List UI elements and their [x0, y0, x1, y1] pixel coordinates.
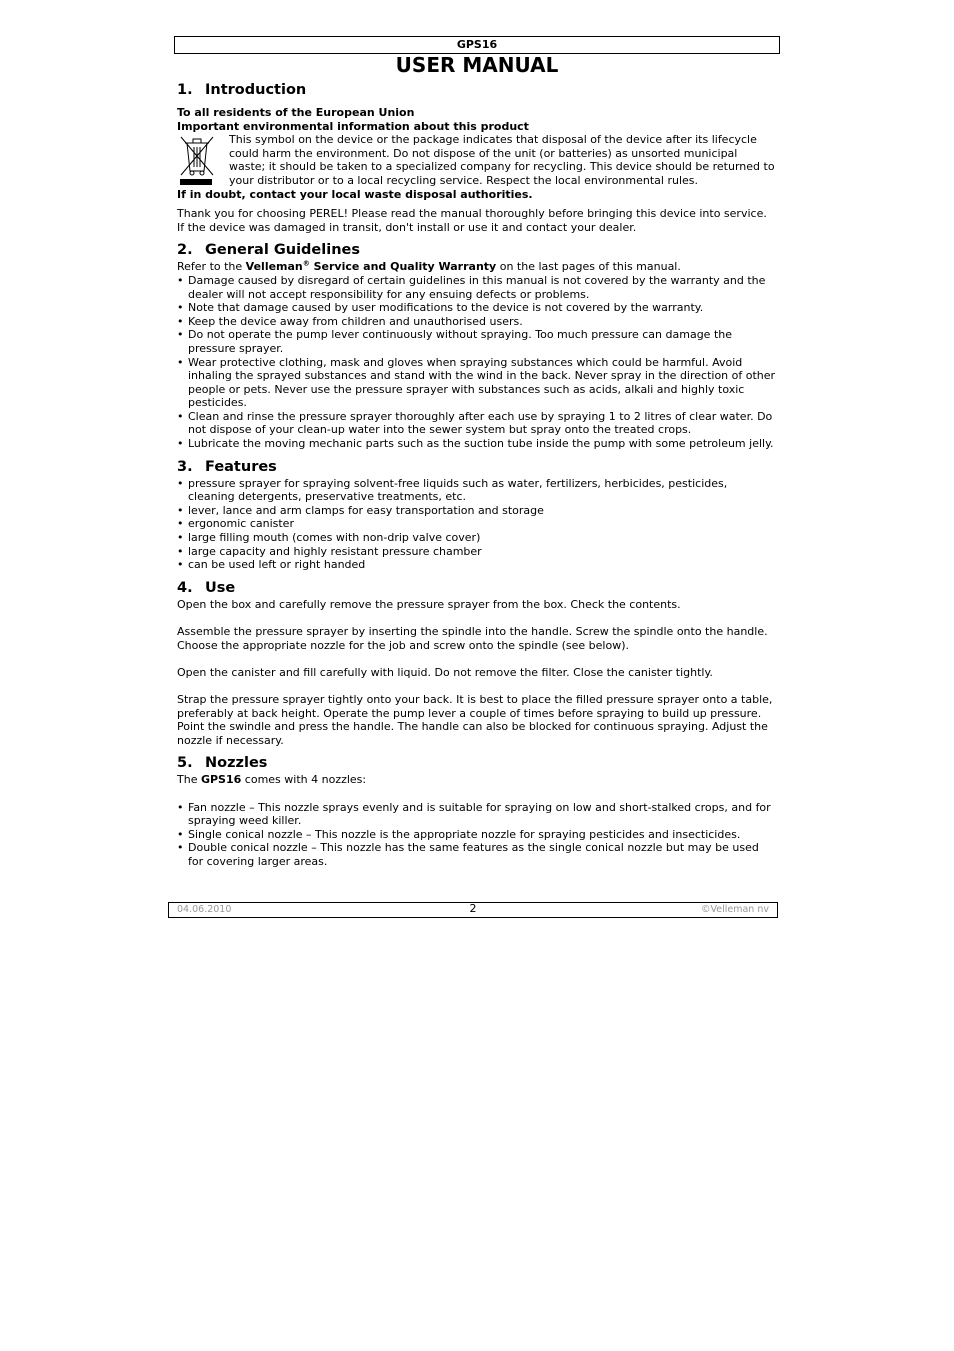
- list-item: • Note that damage caused by user modifications to the device is not covered by the warranty.: [177, 301, 777, 315]
- document-title: USER MANUAL: [395, 53, 559, 77]
- nozzles-intro: The GPS16 comes with 4 nozzles:: [177, 773, 367, 787]
- list-item: • pressure sprayer for spraying solvent-free liquids such as water, fertilizers, herbicides, pesticides, cleaning detergents, preservative treatments, etc.: [177, 477, 777, 504]
- footer-date: 04.06.2010: [177, 904, 232, 915]
- page-number: 2: [469, 902, 477, 915]
- guidelines-list: [177, 274, 777, 451]
- footer-copyright: ©Velleman nv: [701, 904, 769, 915]
- list-item: • Wear protective clothing, mask and gloves when spraying substances which could be harmful. Avoid inhaling the sprayed substances and stand with the wind in the back. Never spray in the direction of other people or pets. Never use the pressure sprayer with substances such as acids, alkali and highly toxic pesticides.: [177, 356, 777, 410]
- section-5-heading: 5. Nozzles: [177, 755, 268, 772]
- crossed-bin-icon: [177, 133, 217, 185]
- section-4-heading: 4. Use: [177, 579, 236, 596]
- section-1-heading: 1. Introduction: [177, 82, 307, 98]
- header-model-box: [174, 36, 780, 54]
- section-3-heading: 3. Features: [177, 458, 277, 475]
- list-item: • lever, lance and arm clamps for easy transportation and storage: [177, 504, 777, 518]
- list-item: • Keep the device away from children and unauthorised users.: [177, 315, 777, 329]
- use-paragraph-3: Open the canister and fill carefully with liquid. Do not remove the filter. Close the canister tightly.: [177, 665, 713, 679]
- doubt-contact-line: If in doubt, contact your local waste disposal authorities.: [177, 187, 533, 201]
- content: [177, 80, 777, 869]
- list-item: • Do not operate the pump lever continuously without spraying. Too much pressure can damage the pressure sprayer.: [177, 328, 777, 355]
- list-item: • large capacity and highly resistant pressure chamber: [177, 545, 777, 559]
- environmental-info-line: Important environmental information about this product: [177, 119, 529, 133]
- list-item: • Lubricate the moving mechanic parts such as the suction tube inside the pump with some petroleum jelly.: [177, 437, 777, 451]
- use-paragraph-1: Open the box and carefully remove the pressure sprayer from the box. Check the contents.: [177, 597, 681, 611]
- footer: [168, 902, 778, 918]
- use-paragraph-4: Strap the pressure sprayer tightly onto your back. It is best to place the filled pressure sprayer onto a table, preferably at back height. Operate the pump lever a couple of times before spraying to build up pressure. Point the swindle and press the handle. The handle can also be blocked for continuous spraying. Adjust the nozzle if necessary.: [177, 692, 773, 747]
- features-list: [177, 477, 777, 572]
- section-2-heading: 2. General Guidelines: [177, 242, 360, 259]
- eu-residents-line: To all residents of the European Union: [177, 106, 415, 119]
- thank-you-paragraph: Thank you for choosing PEREL! Please read the manual thoroughly before bringing this device into service. If the device was damaged in transit, don't install or use it and contact your dealer.: [177, 207, 767, 234]
- list-item: • ergonomic canister: [177, 517, 777, 531]
- weee-disposal-text: This symbol on the device or the package indicates that disposal of the device after its lifecycle could harm the environment. Do not dispose of the unit (or batteries) as unsorted municipal waste; it should be taken to a specialized company for recycling. This device should be returned to your distributor or to a local recycling service. Respect the local environmental rules.: [229, 133, 775, 187]
- nozzles-list: [177, 801, 777, 869]
- list-item: • Clean and rinse the pressure sprayer thoroughly after each use by spraying 1 to 2 litres of clear water. Do not dispose of your clean-up water into the sewer system but spray onto the treated crops.: [177, 410, 777, 437]
- list-item: • can be used left or right handed: [177, 558, 777, 572]
- warranty-reference: Refer to the Velleman® Service and Quality Warranty on the last pages of this manual.: [177, 259, 681, 274]
- list-item: • Double conical nozzle – This nozzle has the same features as the single conical nozzle but may be used for covering larger areas.: [177, 841, 777, 868]
- use-paragraph-2: Assemble the pressure sprayer by inserting the spindle into the handle. Screw the spindle onto the handle. Choose the appropriate nozzle for the job and screw onto the spindle (see below).: [177, 625, 768, 652]
- list-item: • Single conical nozzle – This nozzle is the appropriate nozzle for spraying pesticides and insecticides.: [177, 828, 777, 842]
- list-item: • Fan nozzle – This nozzle sprays evenly and is suitable for spraying on low and short-stalked crops, and for spraying weed killer.: [177, 801, 777, 828]
- list-item: • Damage caused by disregard of certain guidelines in this manual is not covered by the warranty and the dealer will not accept responsibility for any ensuing defects or problems.: [177, 274, 777, 301]
- list-item: • large filling mouth (comes with non-drip valve cover): [177, 531, 777, 545]
- weee-block: [177, 133, 777, 187]
- model-label: GPS16: [456, 38, 498, 51]
